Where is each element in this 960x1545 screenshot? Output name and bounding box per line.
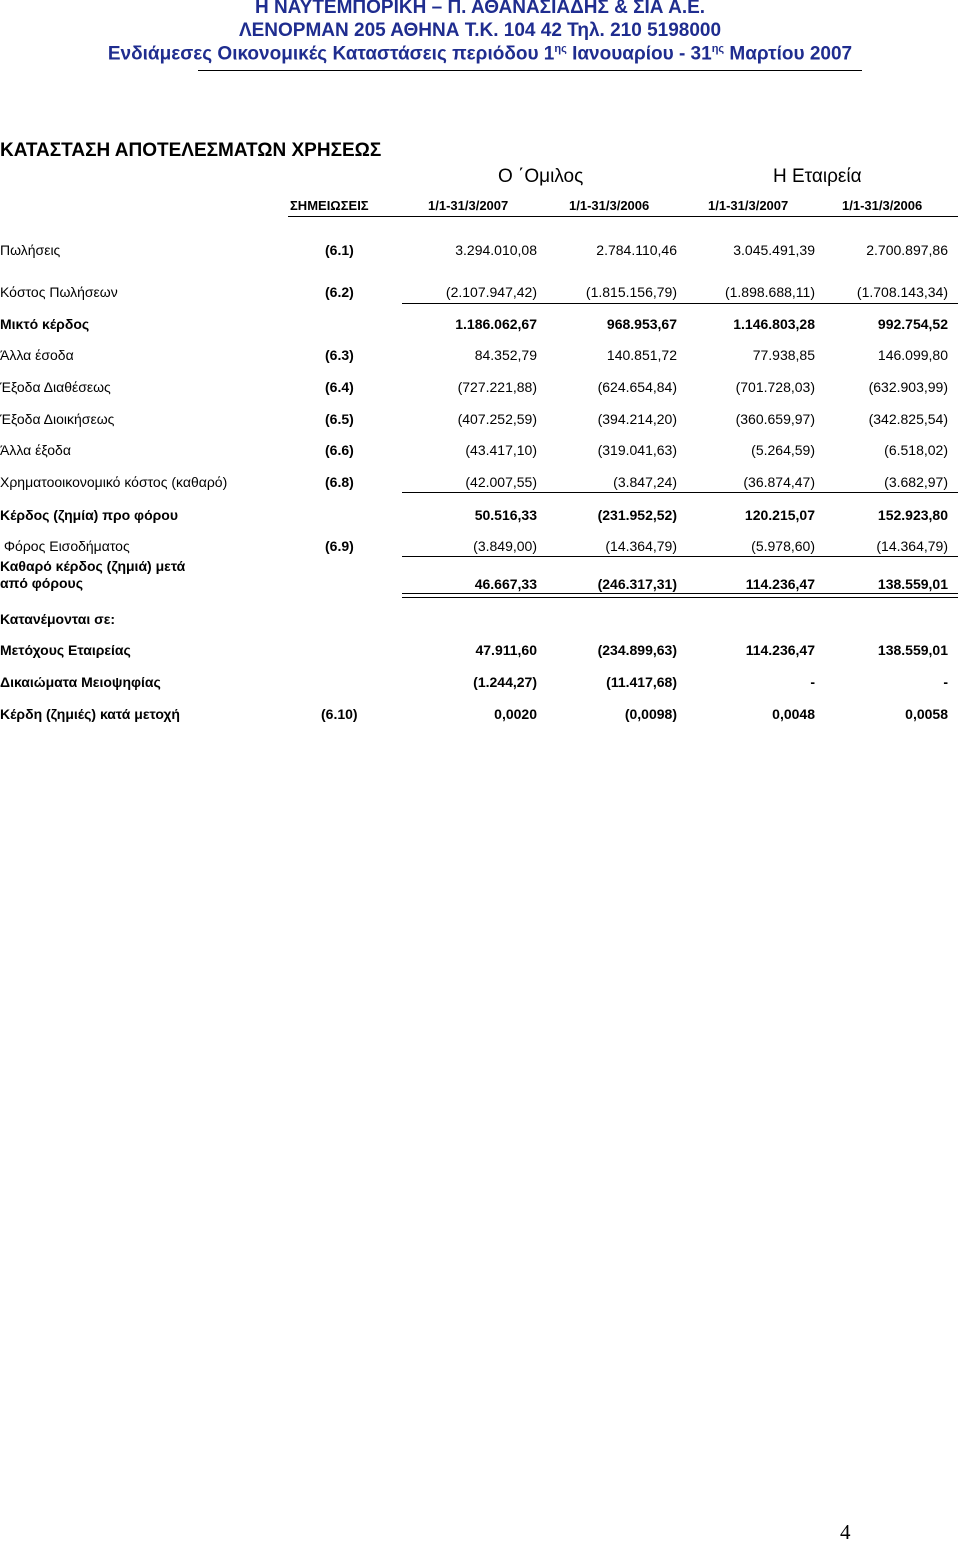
company-address: ΛΕΝΟΡΜΑΝ 205 ΑΘΗΝΑ Τ.Κ. 104 42 Τηλ. 210 5198000 xyxy=(238,20,722,41)
row-label: Κατανέμονται σε: xyxy=(0,611,115,627)
row-label: Κέρδη (ζημιές) κατά μετοχή xyxy=(0,706,180,722)
column-header-rule xyxy=(288,216,958,217)
row-label: Κόστος Πωλήσεων xyxy=(0,284,118,300)
cell-group-2006: (319.041,63) xyxy=(597,442,677,458)
cell-company-2007: (5.264,59) xyxy=(751,442,815,458)
cell-group-2007: (727.221,88) xyxy=(457,379,537,395)
cell-group-2006: (11.417,68) xyxy=(606,674,677,690)
row-note: (6.10) xyxy=(321,706,358,722)
subtotal-rule xyxy=(402,556,958,557)
row-note: (6.4) xyxy=(325,379,354,395)
cell-group-2006: (246.317,31) xyxy=(597,576,677,592)
cell-company-2006: (6.518,02) xyxy=(884,442,948,458)
cell-company-2006: (1.708.143,34) xyxy=(856,284,948,300)
row-label xyxy=(0,558,185,592)
cell-company-2006: 0,0058 xyxy=(905,706,948,722)
col-header-group-2006: 1/1-31/3/2006 xyxy=(569,198,650,213)
table-row xyxy=(0,538,960,558)
report-period-part-a: Ενδιάμεσες Οικονομικές Καταστάσεις περιόδου 1 xyxy=(107,43,555,65)
cell-company-2007: (5.978,60) xyxy=(751,538,815,554)
row-label: Άλλα έσοδα xyxy=(0,347,74,363)
table-row xyxy=(0,284,960,304)
cell-group-2006: (231.952,52) xyxy=(597,507,677,523)
cell-company-2006: 146.099,80 xyxy=(877,347,948,363)
row-label: Άλλα έξοδα xyxy=(0,442,71,458)
cell-company-2007: 0,0048 xyxy=(772,706,815,722)
cell-company-2006: 152.923,80 xyxy=(877,507,948,523)
row-label: Έξοδα Διαθέσεως xyxy=(0,379,111,395)
cell-company-2007: 1.146.803,28 xyxy=(733,316,815,332)
cell-company-2007: (701.728,03) xyxy=(735,379,815,395)
header-rule xyxy=(198,70,862,71)
table-row xyxy=(0,379,960,399)
table-row xyxy=(0,674,960,694)
col-header-group-2007: 1/1-31/3/2007 xyxy=(428,198,509,213)
cell-company-2007: 120.215,07 xyxy=(744,507,815,523)
total-double-rule xyxy=(402,593,958,598)
report-period xyxy=(0,43,960,65)
column-headers xyxy=(0,198,960,216)
cell-group-2006: (234.899,63) xyxy=(597,642,677,658)
row-note: (6.6) xyxy=(325,442,354,458)
cell-group-2007: (407.252,59) xyxy=(457,411,537,427)
cell-group-2007: 46.667,33 xyxy=(474,576,537,592)
cell-group-2007: (42.007,55) xyxy=(465,474,537,490)
cell-company-2006: 992.754,52 xyxy=(877,316,948,332)
cell-group-2006: (1.815.156,79) xyxy=(585,284,677,300)
table-row xyxy=(0,642,960,662)
row-note: (6.5) xyxy=(325,411,354,427)
cell-company-2006: (632.903,99) xyxy=(868,379,948,395)
cell-company-2006: 2.700.897,86 xyxy=(866,242,948,258)
row-note: (6.2) xyxy=(325,284,354,300)
cell-group-2007: (2.107.947,42) xyxy=(445,284,537,300)
table-row xyxy=(0,411,960,431)
report-period-part-b: Ιανουαρίου - 31 xyxy=(566,43,712,65)
table-row xyxy=(0,611,960,631)
cell-company-2007: (1.898.688,11) xyxy=(724,284,815,300)
row-label: Κέρδος (ζημία) προ φόρου xyxy=(0,507,178,523)
cell-group-2006: 140.851,72 xyxy=(606,347,677,363)
cell-group-2006: (624.654,84) xyxy=(597,379,677,395)
subtotal-rule xyxy=(402,303,958,304)
cell-company-2006: - xyxy=(943,674,948,690)
company-name: Η ΝΑΥΤΕΜΠΟΡΙΚΗ – Π. ΑΘΑΝΑΣΙΑΔΗΣ & ΣΙΑ Α.Ε. xyxy=(254,0,706,18)
cell-company-2007: - xyxy=(810,674,815,690)
cell-company-2006: 138.559,01 xyxy=(877,642,948,658)
cell-group-2007: 47.911,60 xyxy=(475,642,537,658)
cell-company-2007: 3.045.491,39 xyxy=(733,242,815,258)
row-label: Φόρος Εισοδήματος xyxy=(0,538,130,554)
cell-group-2007: 1.186.062,67 xyxy=(455,316,537,332)
statement-title: ΚΑΤΑΣΤΑΣΗ ΑΠΟΤΕΛΕΣΜΑΤΩΝ ΧΡΗΣΕΩΣ xyxy=(0,140,382,161)
row-label: Πωλήσεις xyxy=(0,242,61,258)
cell-company-2007: (36.874,47) xyxy=(743,474,815,490)
cell-group-2006: 968.953,67 xyxy=(606,316,677,332)
ordinal-suffix-1: ης xyxy=(554,43,567,55)
row-label: Μετόχους Εταιρείας xyxy=(0,642,131,658)
cell-group-2006: (0,0098) xyxy=(624,706,677,722)
cell-group-2007: 84.352,79 xyxy=(474,347,537,363)
table-row xyxy=(0,507,960,527)
cell-group-2007: 50.516,33 xyxy=(474,507,537,523)
table-row xyxy=(0,558,960,596)
row-label-line-1: Καθαρό κέρδος (ζημιά) μετά xyxy=(0,558,186,574)
row-note: (6.8) xyxy=(325,474,354,490)
report-period-part-c: Μαρτίου 2007 xyxy=(724,43,853,65)
cell-company-2007: 114.236,47 xyxy=(745,642,815,658)
row-label-line-2: από φόρους xyxy=(0,575,83,591)
cell-company-2006: (342.825,54) xyxy=(868,411,948,427)
table-row xyxy=(0,316,960,336)
table-row xyxy=(0,347,960,367)
notes-header: ΣΗΜΕΙΩΣΕΙΣ xyxy=(290,198,369,213)
row-label: Μικτό κέρδος xyxy=(0,316,90,332)
col-header-company-2007: 1/1-31/3/2007 xyxy=(708,198,789,213)
table-row xyxy=(0,442,960,462)
cell-group-2006: 2.784.110,46 xyxy=(596,242,677,258)
cell-group-2007: (1.244,27) xyxy=(473,674,537,690)
cell-group-2006: (14.364,79) xyxy=(605,538,677,554)
cell-group-2007: 0,0020 xyxy=(494,706,537,722)
table-row xyxy=(0,706,960,726)
cell-group-2006: (394.214,20) xyxy=(597,411,677,427)
cell-company-2007: 77.938,85 xyxy=(752,347,815,363)
table-row xyxy=(0,242,960,262)
row-note: (6.3) xyxy=(325,347,354,363)
cell-group-2007: 3.294.010,08 xyxy=(455,242,537,258)
group-label: Ο ΄Ομιλος xyxy=(498,166,584,187)
row-note: (6.9) xyxy=(325,538,354,554)
row-note: (6.1) xyxy=(325,242,354,258)
table-row xyxy=(0,474,960,494)
cell-company-2007: (360.659,97) xyxy=(735,411,815,427)
cell-company-2007: 114.236,47 xyxy=(745,576,815,592)
row-label: Έξοδα Διοικήσεως xyxy=(0,411,115,427)
cell-company-2006: (14.364,79) xyxy=(876,538,948,554)
cell-group-2006: (3.847,24) xyxy=(613,474,677,490)
cell-company-2006: (3.682,97) xyxy=(884,474,948,490)
row-label: Δικαιώματα Μειοψηφίας xyxy=(0,674,161,690)
cell-group-2007: (3.849,00) xyxy=(473,538,537,554)
col-header-company-2006: 1/1-31/3/2006 xyxy=(842,198,923,213)
ordinal-suffix-2: ης xyxy=(711,43,725,55)
cell-company-2006: 138.559,01 xyxy=(877,576,948,592)
subtotal-rule xyxy=(402,492,958,493)
cell-group-2007: (43.417,10) xyxy=(465,442,537,458)
page-number: 4 xyxy=(840,1520,851,1544)
row-label: Χρηματοοικονομικό κόστος (καθαρό) xyxy=(0,474,228,490)
company-label: Η Εταιρεία xyxy=(773,166,862,187)
